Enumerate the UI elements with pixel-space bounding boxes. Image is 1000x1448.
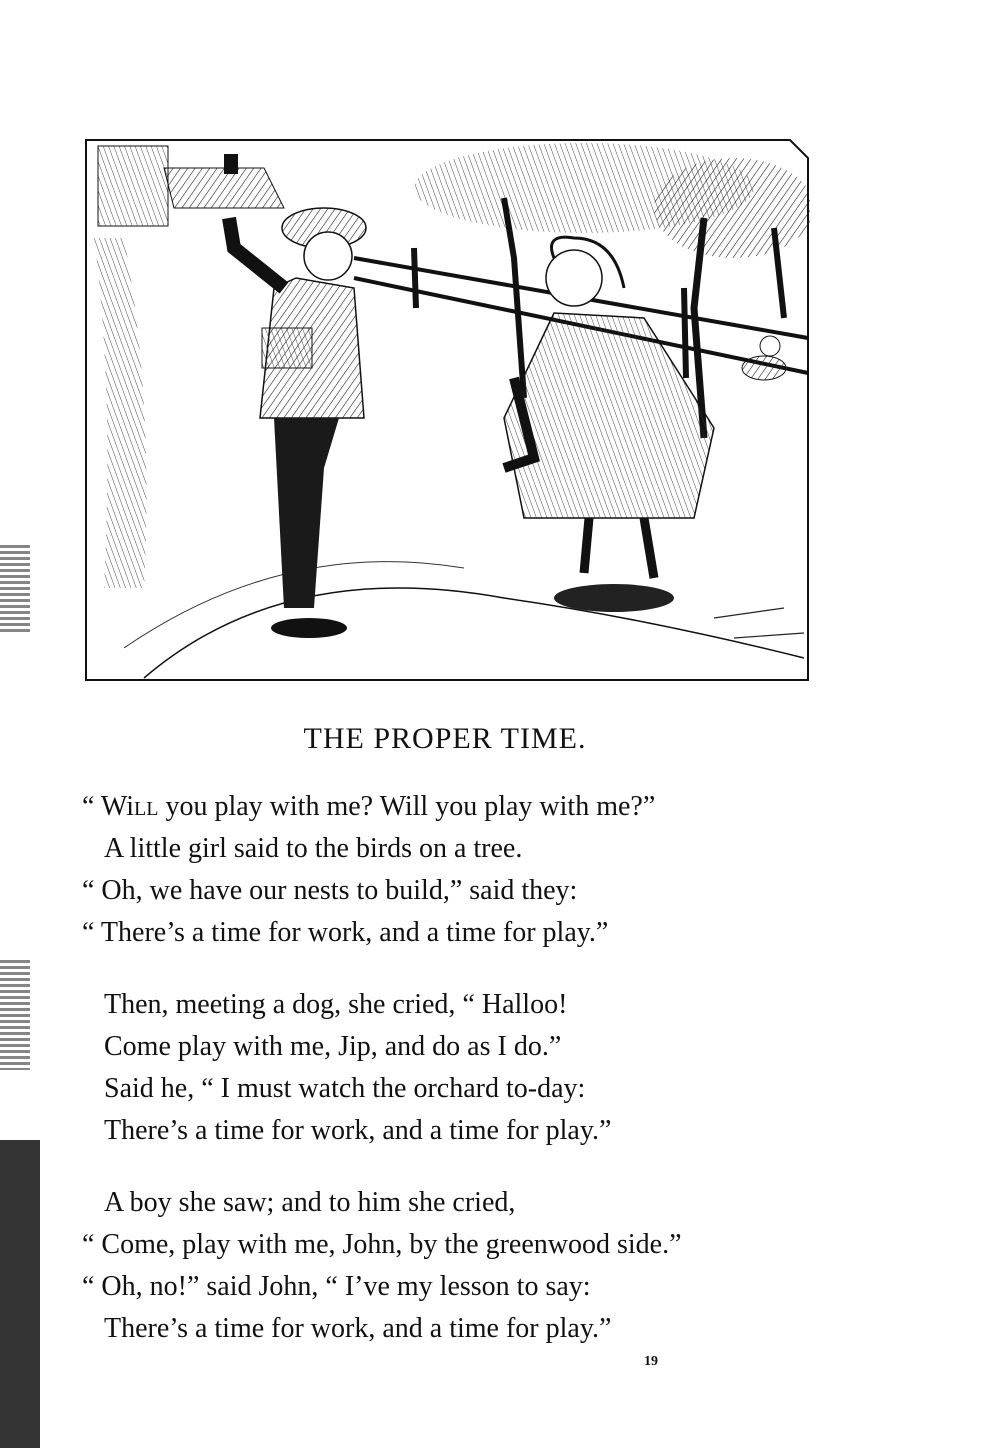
page-title: THE PROPER TIME. xyxy=(303,722,587,755)
poem-line-rest: you play with me? Will you play with me?” xyxy=(158,791,656,822)
scan-edge-speckle xyxy=(0,960,30,1070)
poem-line: “ Oh, no!” said John, “ I’ve my lesson to say: xyxy=(82,1271,591,1302)
illustration-engraving xyxy=(84,138,810,682)
stanza xyxy=(82,984,842,1152)
stanza xyxy=(82,786,842,954)
poem-line-opening: “ Wi xyxy=(82,791,135,822)
poem-line: “ Come, play with me, John, by the greenwood side.” xyxy=(82,1229,682,1260)
stanza xyxy=(82,1182,842,1350)
scan-edge-shadow xyxy=(0,1140,40,1448)
engraving-boy-and-girl-icon xyxy=(84,138,810,682)
scan-edge-speckle xyxy=(0,545,30,635)
poem-line xyxy=(82,786,842,828)
page-number: 19 xyxy=(644,1354,658,1369)
poem-line: A little girl said to the birds on a tree. xyxy=(104,833,523,864)
poem-line: “ Oh, we have our nests to build,” said they: xyxy=(82,875,578,906)
poem-line: “ There’s a time for work, and a time for play.” xyxy=(82,917,609,948)
poem-line-small-caps: ll xyxy=(134,791,159,822)
poem-line: Said he, “ I must watch the orchard to-day: xyxy=(104,1073,586,1104)
poem-line: There’s a time for work, and a time for play.” xyxy=(104,1115,612,1146)
poem-line: Then, meeting a dog, she cried, “ Halloo! xyxy=(104,989,568,1020)
poem-line: A boy she saw; and to him she cried, xyxy=(104,1187,516,1218)
poem-line: There’s a time for work, and a time for play.” xyxy=(104,1313,612,1344)
poem xyxy=(82,786,842,1380)
poem-line: Come play with me, Jip, and do as I do.” xyxy=(104,1031,562,1062)
